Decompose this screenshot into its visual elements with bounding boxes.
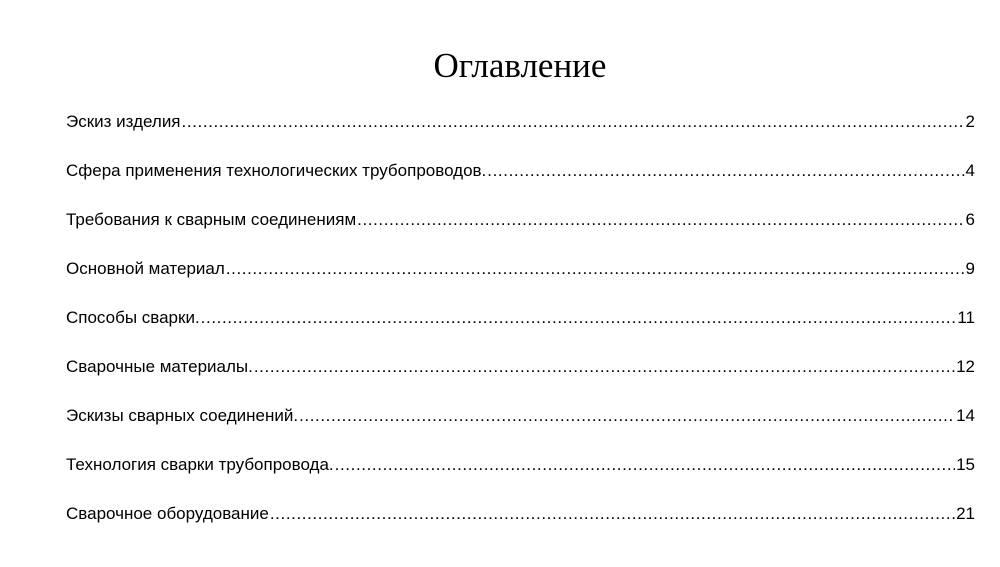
toc-entry[interactable] [66, 304, 975, 353]
toc-entry-page-number: 21 [956, 504, 975, 523]
toc-entry-page-number: 14 [956, 406, 975, 425]
toc-entry-page-number: 12 [956, 357, 975, 376]
dot-leader [270, 500, 955, 528]
toc-entry-title: Требования к сварным соединениям [66, 210, 357, 229]
toc-entry[interactable] [66, 206, 975, 255]
dot-leader [357, 206, 964, 234]
toc-entry[interactable] [66, 402, 975, 451]
toc-entry-page-number: 9 [965, 259, 975, 278]
toc-entry[interactable] [66, 157, 975, 206]
dot-leader [182, 108, 965, 136]
toc-entry[interactable] [66, 451, 975, 500]
toc-entry-page-number: 11 [957, 308, 975, 327]
dot-leader [487, 157, 964, 185]
toc-entry-title: Сфера применения технологических трубопроводов. [66, 161, 487, 180]
dot-leader [226, 255, 965, 283]
toc-entry[interactable] [66, 500, 975, 549]
toc-entry-page-number: 15 [956, 455, 975, 474]
toc-title: Оглавление [433, 46, 607, 85]
toc-entry-title: Эскизы сварных соединений. [66, 406, 299, 425]
dot-leader [254, 353, 955, 381]
dot-leader [299, 402, 955, 430]
toc-entry-page-number: 2 [965, 112, 975, 131]
dot-leader [335, 451, 955, 479]
toc-entry[interactable] [66, 353, 975, 402]
toc-entry[interactable] [66, 108, 975, 157]
toc-entry-title: Сварочные материалы. [66, 357, 253, 376]
toc-list [66, 108, 975, 549]
toc-entry-title: Основной материал [66, 259, 225, 278]
toc-entry-page-number: 6 [965, 210, 975, 229]
toc-entry-page-number: 4 [965, 161, 975, 180]
toc-entry-title: Способы сварки. [66, 308, 200, 327]
toc-entry-title: Технология сварки трубопровода. [66, 455, 334, 474]
toc-entry-title: Эскиз изделия [66, 112, 181, 131]
toc-entry[interactable] [66, 255, 975, 304]
toc-entry-title: Сварочное оборудование [66, 504, 269, 523]
dot-leader [201, 304, 957, 332]
